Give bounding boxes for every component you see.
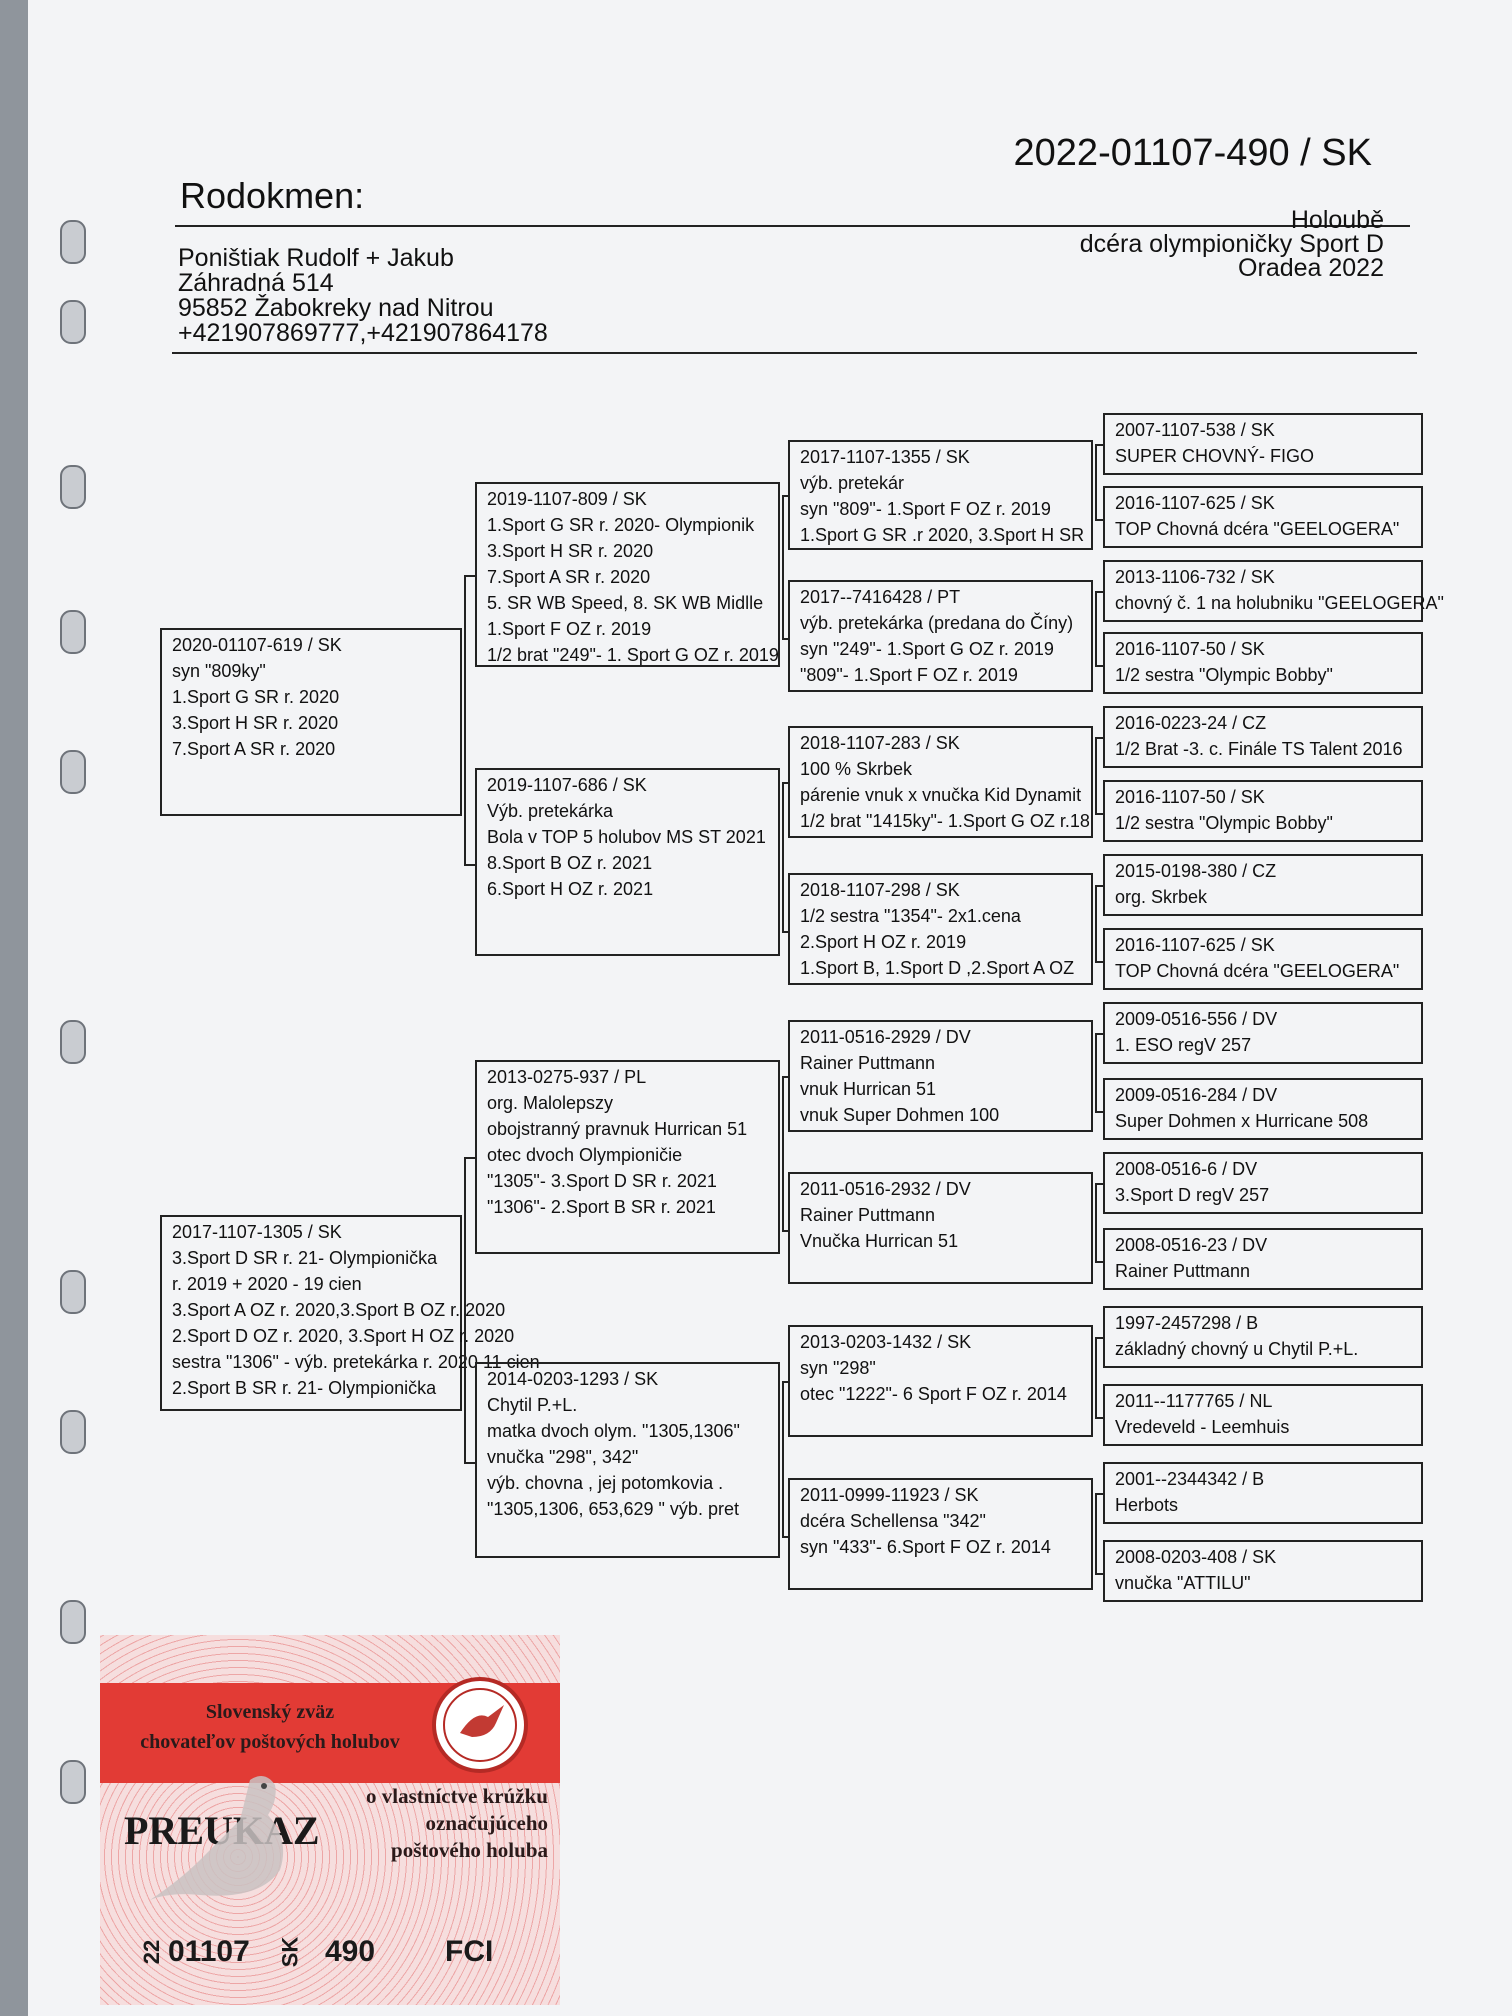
owner-block — [178, 246, 548, 346]
pedigree-connector — [782, 1381, 790, 1538]
pedigree-note: výb. pretekár — [800, 473, 905, 493]
great-great-grandparents-box — [1103, 413, 1423, 475]
card-org — [120, 1697, 420, 1757]
ring-id: 2011-0999-11923 / SK — [800, 1485, 979, 1505]
card-description — [320, 1783, 560, 1864]
pedigree-connector — [1095, 1493, 1103, 1575]
ring-id: 2019-1107-686 / SK — [487, 775, 647, 795]
pedigree-note: 3.Sport A OZ r. 2020,3.Sport B OZ r. 2020 — [172, 1300, 506, 1320]
ring-id: 2011-0516-2932 / DV — [800, 1179, 971, 1199]
pedigree-note: SUPER CHOVNÝ- FIGO — [1115, 446, 1315, 466]
grandparents-box — [475, 482, 780, 667]
card-ring-country: SK — [277, 1936, 303, 1968]
pedigree-note: 7.Sport A SR r. 2020 — [172, 739, 336, 759]
pedigree-note: syn "298" — [800, 1358, 876, 1378]
pedigree-note: "1305,1306, 653,629 " výb. pret — [487, 1499, 739, 1519]
great-great-grandparents-box — [1103, 1462, 1423, 1524]
pedigree-note: Vredeveld - Leemhuis — [1115, 1417, 1290, 1437]
great-grandparents-box — [788, 1172, 1093, 1284]
punch-hole — [60, 1600, 86, 1644]
punch-hole — [60, 1270, 86, 1314]
pedigree-note: 3.Sport D regV 257 — [1115, 1185, 1270, 1205]
card-desc-line: označujúceho — [425, 1811, 548, 1835]
great-great-grandparents-box — [1103, 560, 1444, 622]
card-ring-org: FCI — [445, 1935, 494, 1968]
pedigree-note: 3.Sport D SR r. 21- Olympionička — [172, 1248, 438, 1268]
card-org-line: Slovenský zväz — [205, 1701, 335, 1723]
pedigree-note: 1/2 sestra "1354"- 2x1.cena — [800, 906, 1021, 926]
ring-id: 2011-0516-2929 / DV — [800, 1027, 971, 1047]
pedigree-note: syn "433"- 6.Sport F OZ r. 2014 — [800, 1537, 1051, 1557]
pedigree-note: TOP Chovná dcéra "GEELOGERA" — [1115, 519, 1400, 539]
great-great-grandparents-box — [1103, 1306, 1423, 1368]
card-org-line: chovateľov poštových holubov — [140, 1731, 400, 1753]
pedigree-connector — [464, 575, 475, 867]
grandparents-box — [475, 1362, 780, 1558]
ring-id: 2016-0223-24 / CZ — [1115, 713, 1267, 733]
pedigree-note: Výb. pretekárka — [487, 801, 614, 821]
pedigree-note: r. 2019 + 2020 - 19 cien — [172, 1274, 362, 1294]
pedigree-note: 1/2 brat "1415ky"- 1.Sport G OZ r.18 — [800, 811, 1090, 831]
punch-hole — [60, 1410, 86, 1454]
parents-box — [160, 1215, 540, 1411]
pedigree-note: Vnučka Hurrican 51 — [800, 1231, 959, 1251]
owner-city: 95852 Žabokreky nad Nitrou — [178, 294, 494, 322]
card-desc-line: poštového holuba — [391, 1838, 548, 1862]
ring-id: 2009-0516-556 / DV — [1115, 1009, 1278, 1029]
pedigree-note: Super Dohmen x Hurricane 508 — [1115, 1111, 1369, 1131]
pedigree-note: otec dvoch Olympioničie — [487, 1145, 683, 1165]
card-ring-club: 01107 — [168, 1935, 250, 1968]
ring-id: 2014-0203-1293 / SK — [487, 1369, 659, 1389]
ring-id: 2001--2344342 / B — [1115, 1469, 1265, 1489]
great-great-grandparents-box — [1103, 1384, 1423, 1446]
pedigree-connector — [782, 782, 790, 933]
pedigree-note: 5. SR WB Speed, 8. SK WB Midlle — [487, 593, 764, 613]
ring-id: 2017-1107-1305 / SK — [172, 1222, 342, 1242]
pedigree-note: 2.Sport H OZ r. 2019 — [800, 932, 967, 952]
pedigree-note: výb. pretekárka (predana do Číny) — [800, 613, 1074, 633]
ring-id: 2008-0516-23 / DV — [1115, 1235, 1268, 1255]
pedigree-note: syn "809"- 1.Sport F OZ r. 2019 — [800, 499, 1051, 519]
pedigree-note: Chytil P.+L. — [487, 1395, 578, 1415]
owner-street: Záhradná 514 — [178, 269, 334, 297]
great-great-grandparents-box — [1103, 854, 1423, 916]
pedigree-note: org. Malolepszy — [487, 1093, 614, 1113]
pedigree-note: matka dvoch olym. "1305,1306" — [487, 1421, 740, 1441]
pedigree-note: 100 % Skrbek — [800, 759, 913, 779]
pedigree-connector — [1095, 737, 1103, 815]
pedigree-note: vnučka "298", 342" — [487, 1447, 639, 1467]
pedigree-note: Rainer Puttmann — [1115, 1261, 1251, 1281]
card-ring-number: 490 — [325, 1935, 376, 1968]
pedigree-note: 7.Sport A SR r. 2020 — [487, 567, 651, 587]
pedigree-note: Herbots — [1115, 1495, 1179, 1515]
great-great-grandparents-box — [1103, 928, 1423, 990]
great-grandparents-box — [788, 440, 1093, 550]
pedigree-note: 1/2 Brat -3. c. Finále TS Talent 2016 — [1115, 739, 1403, 759]
ring-id: 2009-0516-284 / DV — [1115, 1085, 1278, 1105]
pedigree-note: 1/2 brat "249"- 1. Sport G OZ r. 2019 — [487, 645, 779, 665]
ring-id: 2011--1177765 / NL — [1115, 1391, 1273, 1411]
pedigree-connector — [1095, 1337, 1103, 1419]
ring-id: 2019-1107-809 / SK — [487, 489, 647, 509]
pedigree-note: vnuk Super Dohmen 100 — [800, 1105, 1000, 1125]
subtitle-line: dcéra olympioničky Sport D — [1079, 230, 1384, 258]
federation-seal-icon — [430, 1675, 530, 1775]
ring-id: 2015-0198-380 / CZ — [1115, 861, 1277, 881]
grandparents-box — [475, 768, 780, 956]
ring-id: 2016-1107-50 / SK — [1115, 787, 1265, 807]
pedigree-note: 1.Sport F OZ r. 2019 — [487, 619, 652, 639]
great-great-grandparents-box — [1103, 1002, 1423, 1064]
pedigree-note: 1. ESO regV 257 — [1115, 1035, 1252, 1055]
owner-phone: +421907869777,+421907864178 — [178, 319, 548, 347]
pedigree-note: org. Skrbek — [1115, 887, 1208, 907]
pedigree-note: 6.Sport H OZ r. 2021 — [487, 879, 654, 899]
pedigree-note: 2.Sport B SR r. 21- Olympionička — [172, 1378, 437, 1398]
pedigree-note: 1.Sport G SR r. 2020- Olympionik — [487, 515, 755, 535]
pedigree-note: vnučka "ATTILU" — [1115, 1573, 1251, 1593]
great-great-grandparents-box — [1103, 1540, 1423, 1602]
punch-hole — [60, 610, 86, 654]
ring-id: 2018-1107-298 / SK — [800, 880, 960, 900]
subtitle-line: Holoubě — [1290, 206, 1384, 234]
pedigree-connector — [1095, 1033, 1103, 1113]
punch-hole — [60, 220, 86, 264]
pedigree-note: otec "1222"- 6 Sport F OZ r. 2014 — [800, 1384, 1067, 1404]
pedigree-note: Bola v TOP 5 holubov MS ST 2021 — [487, 827, 766, 847]
pedigree-note: 1/2 sestra "Olympic Bobby" — [1115, 813, 1333, 833]
pedigree-note: 2.Sport D OZ r. 2020, 3.Sport H OZ r. 2020 — [172, 1326, 515, 1346]
pedigree-note: 8.Sport B OZ r. 2021 — [487, 853, 653, 873]
great-great-grandparents-box — [1103, 780, 1423, 842]
ring-card — [100, 1635, 560, 2005]
pedigree-note: základný chovný u Chytil P.+L. — [1115, 1339, 1359, 1359]
owner-divider — [172, 352, 1417, 354]
great-grandparents-box — [788, 726, 1093, 838]
pigeon-icon — [140, 1760, 320, 1910]
pedigree-note: sestra "1306" - výb. pretekárka r. 2020 11 cien — [172, 1352, 540, 1372]
ring-id: 1997-2457298 / B — [1115, 1313, 1259, 1333]
great-grandparents-box — [788, 1325, 1093, 1437]
great-grandparents-box — [788, 1478, 1093, 1590]
ring-id: 2016-1107-625 / SK — [1115, 935, 1275, 955]
ring-id: 2013-0203-1432 / SK — [800, 1332, 972, 1352]
pedigree-note: obojstranný pravnuk Hurrican 51 — [487, 1119, 748, 1139]
ring-id: 2013-0275-937 / PL — [487, 1067, 647, 1087]
pedigree-note: 3.Sport H SR r. 2020 — [487, 541, 654, 561]
owner-name: Poništiak Rudolf + Jakub — [178, 244, 454, 272]
pedigree-note: Rainer Puttmann — [800, 1053, 936, 1073]
punch-hole — [60, 300, 86, 344]
pedigree-note: 1/2 sestra "Olympic Bobby" — [1115, 665, 1333, 685]
ring-id: 2008-0203-408 / SK — [1115, 1547, 1277, 1567]
subtitle-block — [1080, 208, 1384, 280]
great-great-grandparents-box — [1103, 1152, 1423, 1214]
pedigree-connector — [1095, 444, 1103, 521]
pedigree-note: 1.Sport G SR r. 2020 — [172, 687, 340, 707]
pedigree-note: "809"- 1.Sport F OZ r. 2019 — [800, 665, 1018, 685]
punch-hole — [60, 750, 86, 794]
pedigree-note: Rainer Puttmann — [800, 1205, 936, 1225]
pedigree-note: "1306"- 2.Sport B SR r. 2021 — [487, 1197, 716, 1217]
pedigree-note: syn "249"- 1.Sport G OZ r. 2019 — [800, 639, 1054, 659]
ring-id: 2017-1107-1355 / SK — [800, 447, 970, 467]
pedigree-note: výb. chovna , jej potomkovia . — [487, 1473, 724, 1493]
great-great-grandparents-box — [1103, 1078, 1423, 1140]
parents-box — [160, 628, 462, 816]
grandparents-box — [475, 1060, 780, 1254]
pedigree-note: "1305"- 3.Sport D SR r. 2021 — [487, 1171, 717, 1191]
pedigree-note: 1.Sport G SR .r 2020, 3.Sport H SR — [800, 525, 1085, 545]
pedigree-note: dcéra Schellensa "342" — [800, 1511, 986, 1531]
great-grandparents-box — [788, 1020, 1093, 1132]
great-great-grandparents-box — [1103, 706, 1423, 768]
card-title: PREUKAZ — [124, 1808, 320, 1853]
ring-id: 2016-1107-625 / SK — [1115, 493, 1275, 513]
subtitle-line: Oradea 2022 — [1238, 254, 1384, 282]
ring-id: 2017--7416428 / PT — [800, 587, 961, 607]
pedigree-connector — [782, 1076, 790, 1232]
pedigree-connector — [782, 495, 790, 640]
pedigree-note: chovný č. 1 na holubniku "GEELOGERA" — [1115, 593, 1444, 613]
punch-hole — [60, 1760, 86, 1804]
pedigree-connector — [1095, 1183, 1103, 1263]
great-grandparents-box — [788, 873, 1093, 985]
card-ring-year: 22 — [139, 1939, 165, 1965]
pedigree-note: 1.Sport B, 1.Sport D ,2.Sport A OZ — [800, 958, 1075, 978]
ring-id: 2008-0516-6 / DV — [1115, 1159, 1258, 1179]
ring-id: 2018-1107-283 / SK — [800, 733, 960, 753]
card-desc-line: o vlastníctve krúžku — [365, 1784, 548, 1808]
page-title: Rodokmen: — [180, 175, 365, 216]
pedigree-note: syn "809ky" — [172, 661, 266, 681]
ring-id: 2013-1106-732 / SK — [1115, 567, 1275, 587]
pedigree-note: vnuk Hurrican 51 — [800, 1079, 937, 1099]
great-great-grandparents-box — [1103, 632, 1423, 694]
pedigree-connector — [1095, 591, 1103, 667]
pedigree-note: TOP Chovná dcéra "GEELOGERA" — [1115, 961, 1400, 981]
pedigree-connector — [464, 1157, 475, 1464]
pedigree-connector — [1095, 885, 1103, 963]
great-great-grandparents-box — [1103, 486, 1423, 548]
ring-id: 2020-01107-619 / SK — [172, 635, 342, 655]
ring-id: 2007-1107-538 / SK — [1115, 420, 1275, 440]
punch-hole — [60, 1020, 86, 1064]
punch-hole — [60, 465, 86, 509]
great-grandparents-box — [788, 580, 1093, 692]
pedigree-note: 3.Sport H SR r. 2020 — [172, 713, 339, 733]
ring-id: 2016-1107-50 / SK — [1115, 639, 1265, 659]
ring-number: 2022-01107-490 / SK — [1013, 132, 1372, 174]
great-great-grandparents-box — [1103, 1228, 1423, 1290]
pedigree-note: párenie vnuk x vnučka Kid Dynamit — [800, 785, 1082, 805]
